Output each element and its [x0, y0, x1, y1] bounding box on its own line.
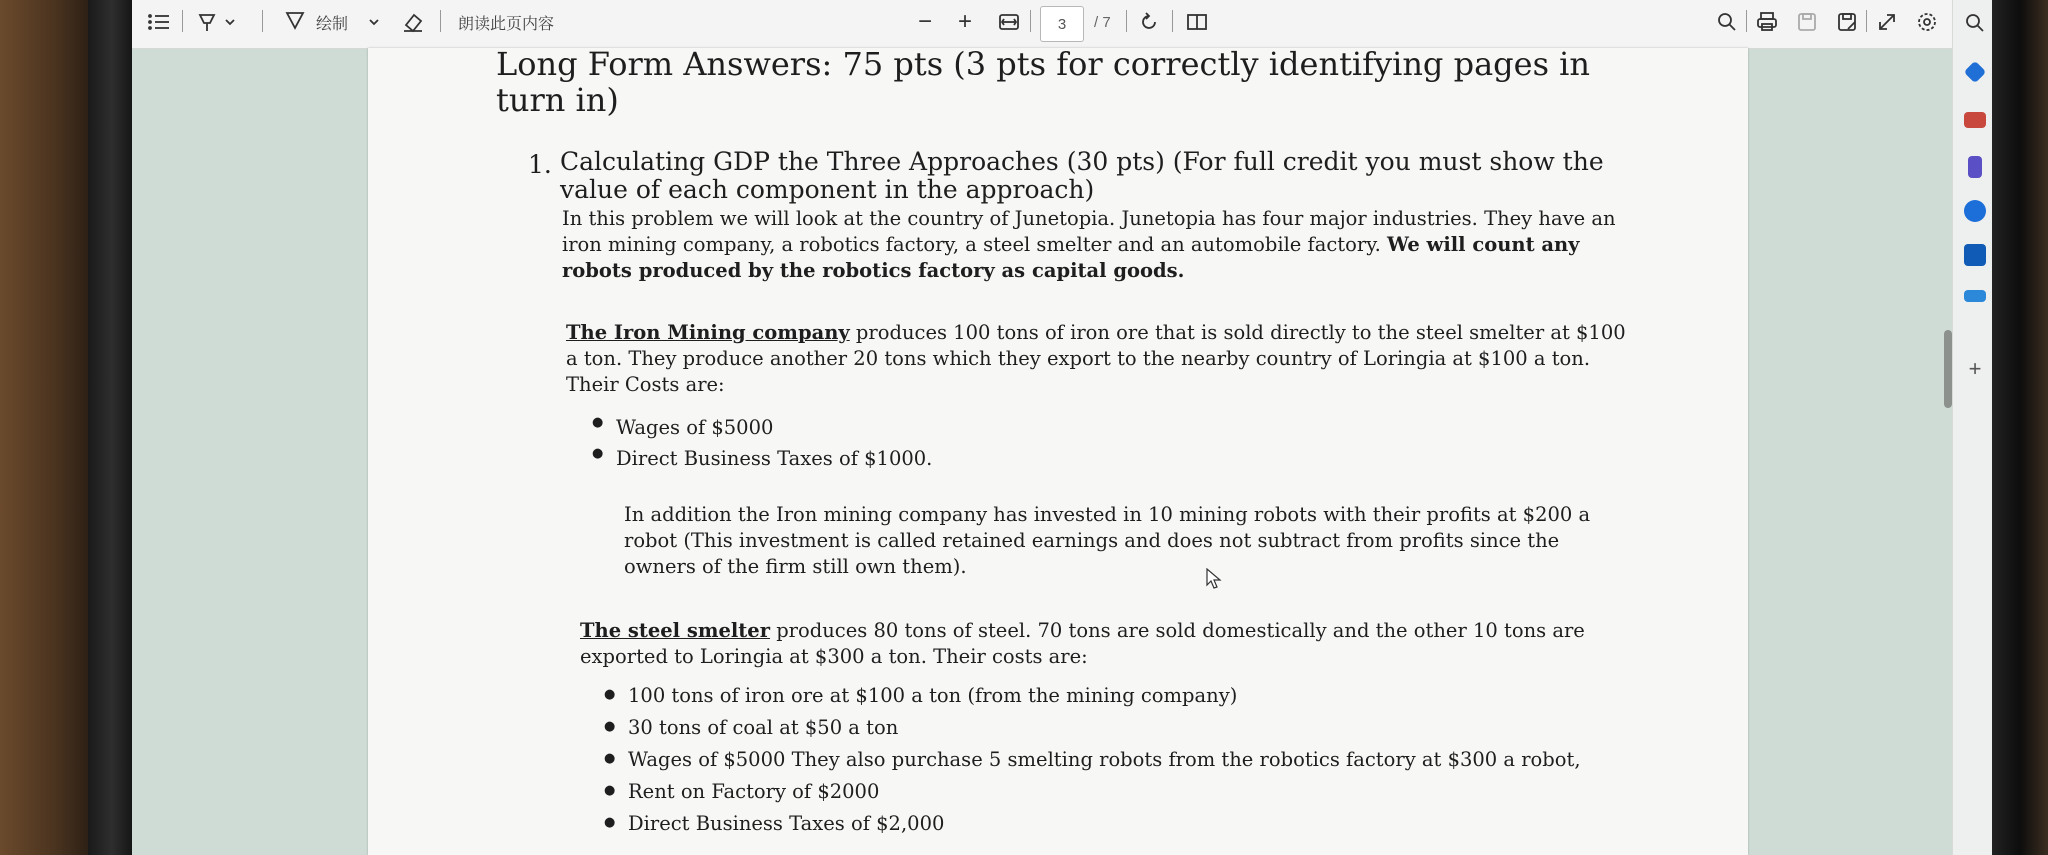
highlighter-icon[interactable] — [196, 8, 218, 36]
pdf-page — [368, 45, 1748, 855]
list-item: ● Wages of $5000 They also purchase 5 smelting robots from the robotics factory at $300 a robot, — [604, 744, 1644, 776]
list-item: ● Wages of $5000 — [592, 416, 1492, 439]
search-icon[interactable] — [1964, 12, 1986, 34]
question-number: 1. — [528, 150, 552, 179]
draw-button[interactable] — [284, 8, 348, 36]
toolbar-divider — [1746, 10, 1747, 32]
list-icon[interactable] — [148, 8, 170, 36]
page-number-input[interactable]: 3 — [1040, 6, 1084, 42]
send-icon[interactable] — [1964, 290, 1986, 302]
rotate-icon[interactable] — [1138, 8, 1160, 36]
monitor-bezel-left — [88, 0, 136, 855]
tag-icon[interactable] — [1964, 61, 1987, 84]
outlook-icon[interactable] — [1964, 244, 1986, 266]
list-item: ● Direct Business Taxes of $2,000 — [604, 808, 1644, 840]
list-item: ● 100 tons of iron ore at $100 a ton (from the mining company) — [604, 680, 1644, 712]
search-icon[interactable] — [1716, 8, 1738, 36]
zoom-out-button[interactable]: − — [918, 8, 933, 35]
section-title: Long Form Answers: 75 pts (3 pts for correctly identifying pages in turn in) — [496, 45, 1590, 119]
toolbar-divider — [262, 10, 263, 32]
iron-company-name: The Iron Mining company — [566, 321, 850, 344]
steel-smelter-paragraph — [580, 618, 1620, 670]
browser-screen — [132, 0, 1994, 855]
zoom-in-button[interactable]: + — [958, 8, 973, 35]
browser-sidebar — [1952, 0, 1994, 855]
eraser-icon[interactable] — [402, 8, 424, 36]
pdf-toolbar — [132, 0, 1994, 49]
document-scrollbar[interactable] — [1944, 330, 1952, 408]
iron-company-paragraph — [566, 320, 1626, 398]
page-view-icon[interactable] — [1186, 8, 1208, 36]
iron-company-text: produces 100 tons of iron ore that is sold directly to the steel smelter at $100 a ton. They produce another 20 tons which they export to the nearby country of Loringia at $100 a ton. Their Costs are: — [566, 321, 1626, 396]
chevron-down-icon[interactable] — [368, 8, 380, 36]
save-icon[interactable] — [1796, 8, 1818, 36]
chess-icon[interactable] — [1968, 156, 1982, 178]
save-as-icon[interactable] — [1836, 8, 1858, 36]
print-icon[interactable] — [1756, 8, 1778, 36]
briefcase-icon[interactable] — [1964, 112, 1986, 128]
question-heading: Calculating GDP the Three Approaches (30 pts) (For full credit you must show the value of each component in the approach) — [560, 147, 1604, 204]
read-aloud-label: 朗读此页内容 — [458, 13, 555, 33]
copilot-icon[interactable] — [1964, 200, 1986, 222]
page-total: / 7 — [1094, 13, 1111, 31]
toolbar-divider — [1030, 10, 1031, 32]
toolbar-divider — [1866, 10, 1867, 32]
chevron-down-icon[interactable] — [224, 8, 236, 36]
draw-label: 绘制 — [316, 13, 349, 33]
mouse-cursor-icon — [1206, 568, 1222, 595]
toolbar-divider — [1126, 10, 1127, 32]
question-intro — [562, 206, 1622, 284]
intro-text: In this problem we will look at the country of Junetopia. Junetopia has four major industries. They have an iron mining company, a robotics factory, a steel smelter and an automobile factory. — [562, 207, 1616, 256]
list-item: ● Rent on Factory of $2000 — [604, 776, 1644, 808]
toolbar-divider — [182, 10, 183, 32]
read-aloud-button[interactable] — [458, 8, 554, 36]
monitor-bezel-right — [1992, 0, 2048, 855]
add-icon[interactable]: + — [1968, 356, 1982, 381]
steel-smelter-text: produces 80 tons of steel. 70 tons are sold domestically and the other 10 tons are exported to Loringia at $300 a ton. Their costs are: — [580, 619, 1585, 668]
settings-icon[interactable] — [1916, 8, 1938, 36]
iron-costs-list — [592, 416, 1492, 470]
fit-width-icon[interactable] — [998, 8, 1020, 36]
iron-investment-note: In addition the Iron mining company has invested in 10 mining robots with their profits at $200 a robot (This investment is called retained earnings and does not subtract from profits since the owners of the firm still own them). — [624, 503, 1591, 578]
toolbar-divider — [1172, 10, 1173, 32]
steel-smelter-name: The steel smelter — [580, 619, 770, 642]
list-item: ● Direct Business Taxes of $1000. — [592, 447, 1492, 470]
draw-icon — [284, 9, 306, 36]
list-item: ● 30 tons of coal at $50 a ton — [604, 712, 1644, 744]
toolbar-divider — [440, 10, 441, 32]
intro-bold-text: We will count any robots produced by the robotics factory as capital goods. — [562, 233, 1580, 282]
expand-icon[interactable] — [1876, 8, 1898, 36]
steel-costs-list — [604, 680, 1644, 840]
